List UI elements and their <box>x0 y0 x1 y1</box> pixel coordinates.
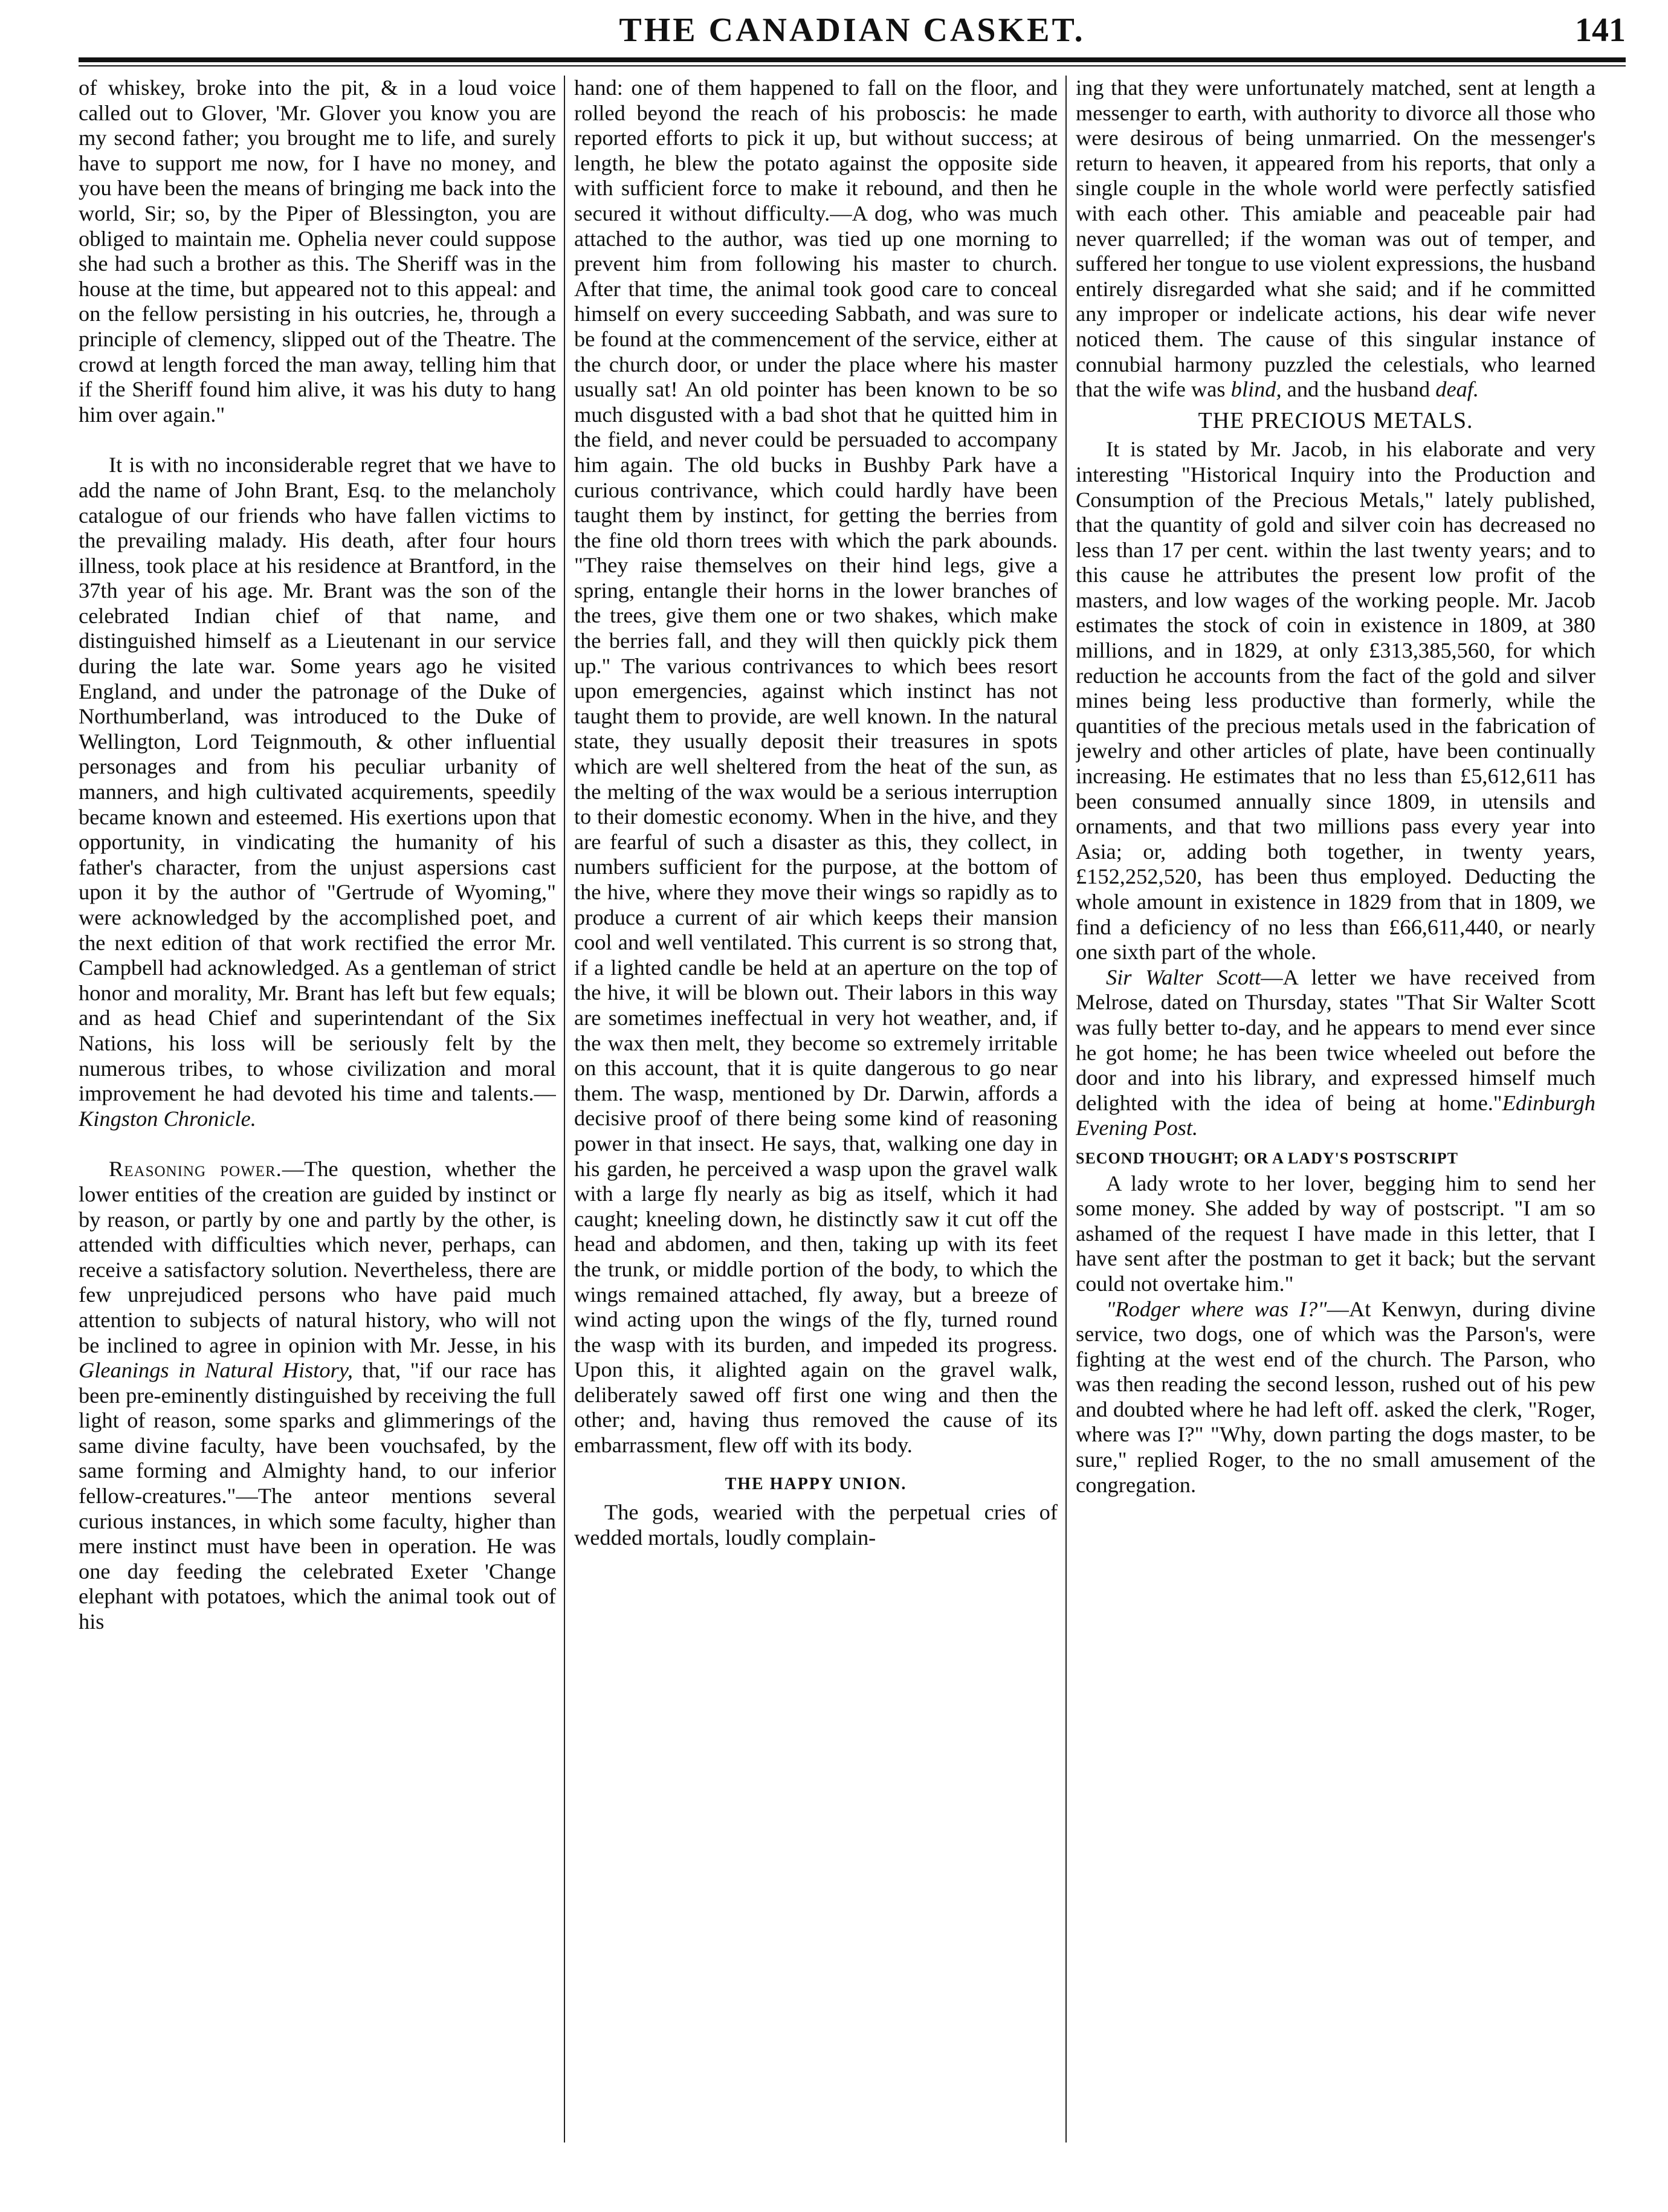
walter-scott-lead: Sir Walter Scott <box>1106 965 1261 989</box>
precious-metals-heading: THE PRECIOUS METALS. <box>1198 407 1473 433</box>
union-blind: blind, <box>1230 377 1282 402</box>
column-divider-2 <box>1065 76 1067 2142</box>
reasoning-lead: Reasoning power. <box>109 1157 282 1182</box>
happy-union-heading: THE HAPPY UNION. <box>725 1474 907 1493</box>
reasoning-book-title: Gleanings in Natural History, <box>79 1358 353 1383</box>
reasoning-text-end: that, "if our race has been pre-eminently distinguished by receiving the full light of reason, some sparks and glimmerings of the same divine faculty, have been vouchsafed, by the same forming and Almighty hand, to our inferior fellow-creatures."—The anteor mentions several curious instances, in which some faculty, higher than mere instinct must have been in operation. He was one day feeding the celebrated Exeter 'Change elephant with potatoes, which the animal took out of his <box>79 1358 556 1634</box>
reasoning-text: —The question, whether the lower entities of the creation are guided by instinct or by reason, or partly by one and partly by the other, is attended with difficulties which never, perhaps, can receive a satisfactory solution. Nevertheless, there are few unprejudiced persons who have paid much attention to subjects of natural history, who will not be inclined to agree in opinion with Mr. Jesse, in his <box>79 1157 556 1357</box>
page-number: 141 <box>1575 11 1626 49</box>
walter-scott-source: Edinburgh Evening Post. <box>1076 1090 1595 1140</box>
col1-brant-paragraph <box>79 453 556 1131</box>
col3-union-continued <box>1076 76 1595 403</box>
header-rule-thin <box>79 65 1626 66</box>
union-text-mid: and the husband <box>1281 377 1436 402</box>
masthead-title: THE CANADIAN CASKET. <box>619 11 1085 49</box>
rodger-lead: "Rodger where was I?" <box>1106 1296 1327 1321</box>
precious-metals-paragraph: It is stated by Mr. Jacob, in his elaborate and very interesting "Historical Inquiry into the Production and Consumption of the Precious Metals," lately published, that the quantity of gold and silver coin has decreased no less than 17 per cent. within the last twenty years; and to this cause he attributes the present low profit of the masters, and low wages of the working people. Mr. Jacob estimates the stock of coin in existence in 1809, at 380 millions, and in 1829, at only £313,385,560, for which reduction he accounts from the fact of the gold and silver mines being less productive than formerly, while the quantities of the precious metals used in the fabrication of jewelry and other articles of plate, have been continually increasing. He estimates that no less than £5,612,611 has been consumed annually since 1809, in utensils and ornaments, and that two millions pass every year into Asia; or, adding both together, in twenty years, £152,252,520, has been thus employed. Deducting the whole amount in existence in 1829 from that in 1809, we find a deficiency of no less than £66,611,440, or nearly one sixth part of the whole. <box>1076 437 1595 965</box>
column-2 <box>574 76 1058 2142</box>
walter-scott-text: —A letter we have received from Melrose, dated on Thursday, states "That Sir Walter Scott was fully better to-day, and he appears to mend ever since he got home; he has been twice wheeled out before the door and into his library, and expressed himself much delighted with the idea of being at home." <box>1076 965 1595 1115</box>
col2-animals-paragraph: hand: one of them happened to fall on the floor, and rolled beyond the reach of his proboscis: he made reported efforts to pick it up, but without success; at length, he blew the potato against the opposite side with sufficient force to make it rebound, and then he secured it without difficulty.—A dog, who was much attached to the author, was tied up one morning to prevent him from following his master to church. After that time, the animal took good care to conceal himself on every succeeding Sabbath, and was sure to be found at the commencement of the service, either at the church door, or under the place where his master usually sat! An old pointer has been known to be so much disgusted with a bad shot that he quitted him in the field, and never could be persuaded to accompany him again. The old bucks in Bushby Park have a curious contrivance, which could hardly have been taught them by instinct, for getting the berries from the fine old thorn trees with which the park abounds. "They raise themselves on their hind legs, give a spring, entangle their horns in the lower branches of the trees, give them one or two shakes, which make the berries fall, and they will then quickly pick them up." The various contrivances to which bees resort upon emergencies, against which instinct has not taught them to provide, are well known. In the natural state, they usually deposit their treasures in spots which are well sheltered from the heat of the sun, as the melting of the wax would be a serious interruption to their domestic economy. When in the hive, and they are fearful of such a disaster as this, they collect, in numbers sufficient for the purpose, at the bottom of the hive, where they move their wings so rapidly as to produce a current of air which keeps their mansion cool and well ventilated. This current is so strong that, if a lighted candle be held at an aperture on the top of the hive, it will be blown out. Their labors in this way are sometimes ineffectual in very hot weather, and, if the wax then melt, they become so extremely irritable on this account, that it is quite dangerous to go near them. The wasp, mentioned by Dr. Darwin, affords a decisive proof of there being some kind of reasoning power in that insect. He says, that, walking one day in his garden, he perceived a wasp upon the gravel walk with a large fly nearly as big as itself, which it had caught; kneeling down, he distinctly saw it cut off the head and abdomen, and then, taking up with its feet the trunk, or middle portion of the body, to which the wings remained attached, fly away, but a breeze of wind acting upon the wings of the fly, turned round the wasp with its burden, and impeded its progress. Upon this, it alighted again on the gravel walk, deliberately sawed off first one wing and then the other; and, having thus removed the cause of its embarrassment, flew off with its body. <box>574 76 1058 1458</box>
brant-text: It is with no inconsiderable regret that we have to add the name of John Brant, Esq. to the melancholy catalogue of our friends who have fallen victims to the prevailing malady. His death, after four hours illness, took place at his residence at Brantford, in the 37th year of his age. Mr. Brant was the son of the celebrated Indian chief of that name, and distinguished himself as a Lieutenant in our service during the late war. Some years ago he visited England, and under the patronage of the Duke of Northumberland, was introduced to the Duke of Wellington, Lord Teignmouth, & other influential personages and from his peculiar urbanity of manners, and high cultivated acquirements, speedily became known and esteemed. His exertions upon that opportunity, in vindicating the humanity of his father's character, from the unjust aspersions cast upon it by the author of "Gertrude of Wyoming," were acknowledged by the accomplished poet, and the next edition of that work rectified the error Mr. Campbell had acknowledged. As a gentleman of strict honor and morality, Mr. Brant has left but few equals; and as head Chief and superintendant of the Six Nations, his loss will be seriously felt by the numerous tribes, to whose civilization and moral improvement he had devoted his time and talents.— <box>79 453 556 1106</box>
rodger-paragraph <box>1076 1297 1595 1498</box>
walter-scott-paragraph <box>1076 965 1595 1141</box>
column-3 <box>1076 76 1595 2142</box>
page-header <box>79 11 1626 53</box>
rodger-text: —At Kenwyn, during divine service, two dogs, one of which was the Parson's, were fighting at the west end of the church. The Parson, who was then reading the second lesson, rushed out of his pew and doubted where he had left off. asked the clerk, "Roger, where was I?" "Why, down parting the dogs master, to be sure," replied Roger, to the no small amusement of the congregation. <box>1076 1296 1595 1497</box>
postscript-paragraph: A lady wrote to her lover, begging him to send her some money. She added by way of postscript. "I am so ashamed of the request I have made in this letter, that I have sent after the postman to get it back; but the servant could not overtake him." <box>1076 1171 1595 1296</box>
col1-reasoning-paragraph <box>79 1157 556 1634</box>
header-rule <box>79 57 1626 62</box>
union-text: ing that they were unfortunately matched, sent at length a messenger to earth, with authority to divorce all those who were desirous of being unmarried. On the messenger's return to heaven, it appeared from his reports, that only a single couple in the whole world were perfectly satisfied with each other. This amiable and peaceable pair had never quarrelled; if the woman was out of temper, and suffered her tongue to use violent expressions, the husband entirely disregarded what she said; and if he committed any improper or indelicate actions, his dear wife never noticed them. The cause of this singular instance of connubial harmony puzzled the celestials, who learned that the wife was <box>1076 76 1595 402</box>
union-deaf: deaf. <box>1435 377 1479 402</box>
happy-union-paragraph: The gods, wearied with the perpetual cries of wedded mortals, loudly complain- <box>574 1500 1058 1550</box>
postscript-heading: SECOND THOUGHT; OR A LADY'S POSTSCRIPT <box>1076 1149 1458 1167</box>
col1-continued-paragraph: of whiskey, broke into the pit, & in a loud voice called out to Glover, 'Mr. Glover you know you are my second father; you brought me to life, and surely have to support me now, for I have no money, and you have been the means of bringing me back into the world, Sir; so, by the Piper of Blessington, you are obliged to maintain me. Ophelia never could suppose she had such a brother as this. The Sheriff was in the house at the time, but appeared not to this appeal: and on the fellow persisting in his outcries, he, through a principle of clemency, slipped out of the Theatre. The crowd at length forced the man away, telling him that if the Sheriff found him alive, it was his duty to hang him over again." <box>79 76 556 427</box>
brant-source: Kingston Chronicle. <box>79 1106 256 1131</box>
column-1 <box>79 76 556 2142</box>
column-divider-1 <box>564 76 565 2142</box>
